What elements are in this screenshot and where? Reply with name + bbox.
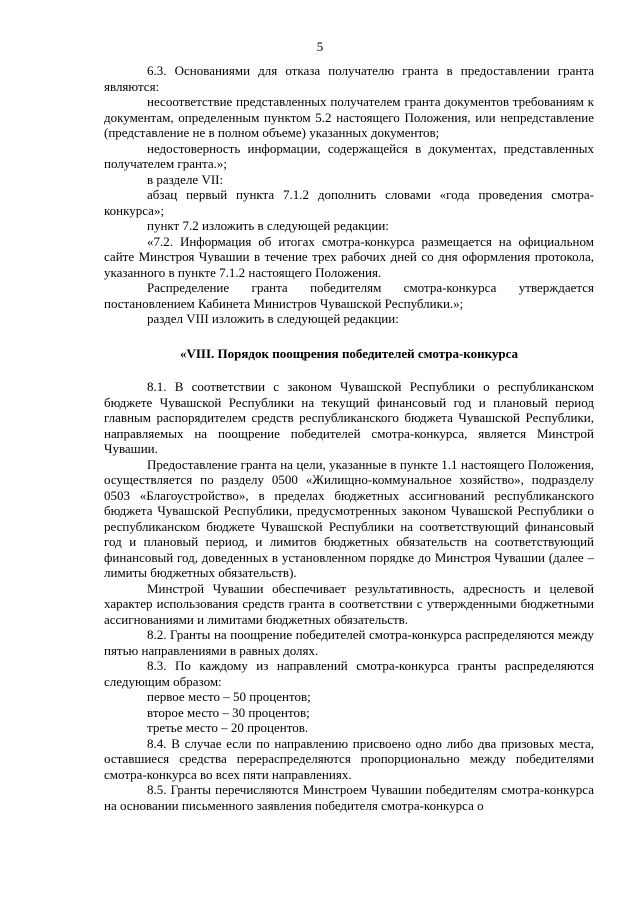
paragraph: 8.1. В соответствии с законом Чувашской Республики о республиканском бюджете Чувашской Республики на текущий финансовый год и плановый период главным распорядителем средств республиканского бюджета Чувашской Республики, направляемых на поощрение победителей смотра-конкурса, является Минстрой Чувашии. (104, 379, 594, 456)
paragraph: 6.3. Основаниями для отказа получателю гранта в предоставлении гранта являются: (104, 63, 594, 94)
list-item: второе место – 30 процентов; (147, 704, 310, 720)
paragraph: Распределение гранта победителям смотра-конкурса утверждается постановлением Кабинета Министров Чувашской Республики.»; (104, 280, 594, 311)
paragraph: Предоставление гранта на цели, указанные в пункте 1.1 настоящего Положения, осуществляется по разделу 0500 «Жилищно-коммунальное хозяйство», подразделу 0503 «Благоустройство», в пределах бюджетных ассигнований республиканского бюджета Чувашской Республики, предусмотренных законом Чувашской Республики о республиканском бюджете Чувашской Республики на соответствующий финансовый год и плановый период, и лимитов бюджетных обязательств на соответствующий финансовый год, доведенных в установленном порядке до Минстроя Чувашии (далее – лимиты бюджетных обязательств). (104, 456, 594, 580)
section-heading: «VIII. Порядок поощрения победителей смотра-конкурса (179, 345, 519, 361)
document-body (104, 63, 594, 813)
paragraph: 8.2. Гранты на поощрение победителей смотра-конкурса распределяются между пятью направлениями в равных долях. (104, 627, 594, 658)
paragraph: 8.4. В случае если по направлению присвоено одно либо два призовых места, оставшиеся средства перераспределяются пропорционально между победителями смотра-конкурса во всех пяти направлениях. (104, 735, 594, 782)
paragraph: раздел VIII изложить в следующей редакции: (147, 311, 399, 326)
page-number: 5 (316, 39, 324, 54)
paragraph: недостоверность информации, содержащейся в документах, представленных получателем гранта.»; (104, 140, 594, 171)
list-item: первое место – 50 процентов; (147, 689, 311, 704)
paragraph: 8.5. Гранты перечисляются Минстроем Чувашии победителям смотра-конкурса на основании письменного заявления победителя смотра-конкурса о (104, 782, 594, 813)
paragraph: пункт 7.2 изложить в следующей редакции: (147, 218, 389, 233)
paragraph: в разделе VII: (147, 171, 224, 187)
paragraph: абзац первый пункта 7.1.2 дополнить словами «года проведения смотра-конкурса»; (104, 187, 594, 218)
paragraph: Минстрой Чувашии обеспечивает результативность, адресность и целевой характер использования средств гранта в соответствии с утвержденными бюджетными ассигнованиями и лимитами бюджетных обязательств. (104, 580, 594, 627)
paragraph: «7.2. Информация об итогах смотра-конкурса размещается на официальном сайте Минстроя Чувашии в течение трех рабочих дней со дня оформления протокола, указанного в пункте 7.1.2 настоящего Положения. (104, 233, 594, 280)
list-item: третье место – 20 процентов. (147, 720, 309, 735)
paragraph: 8.3. По каждому из направлений смотра-конкурса гранты распределяются следующим образом: (104, 658, 594, 689)
paragraph: несоответствие представленных получателем гранта документов требованиям к документам, определенным пунктом 5.2 настоящего Положения, или непредставление (представление не в полном объеме) указанных документов; (104, 94, 594, 140)
